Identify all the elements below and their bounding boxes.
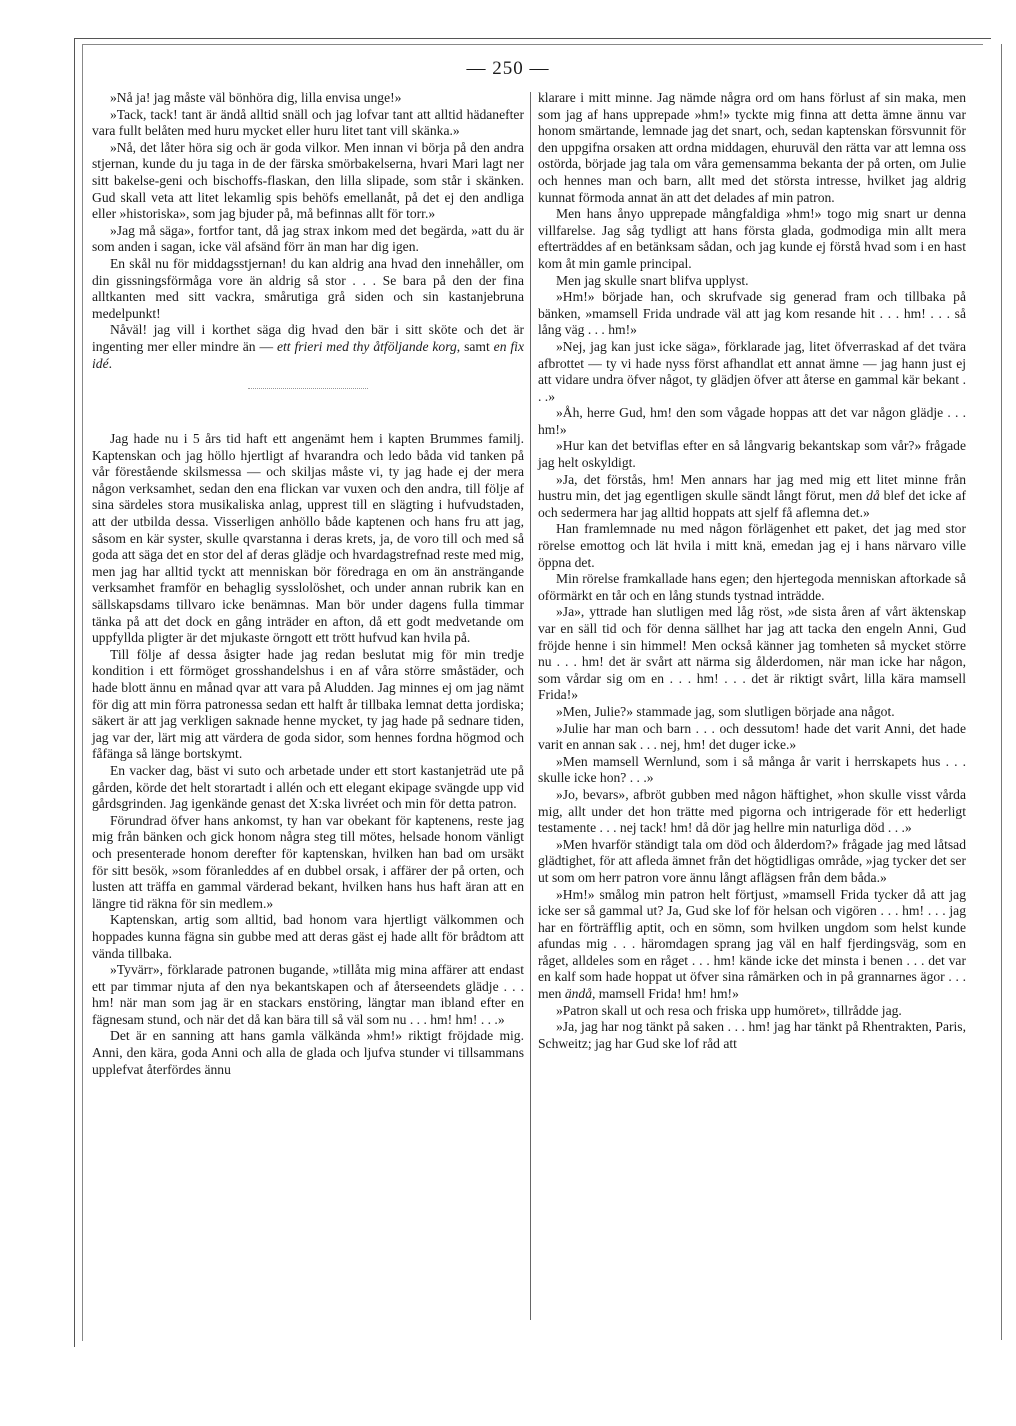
paragraph: klarare i mitt minne. Jag nämde några ord om hans förlust af sin maka, men som jag af hans upprepade »hm!» tyckte mig finna att detta ämne ännu var honom smärtande, lemnade jag det snart, och, sedan kaptenskan försvunnit för den uppgifna orsaken att ordna middagen, ehuruväl den rätta var att lemna oss ostörda, började jag tala om våra gemensamma bekanta der på orten, om Julie och hennes man och barn, allt med det största intresse, hvilket jag aldrig kunnat förmoda annat än att det delades af min patron. xyxy=(538,90,966,205)
right-column xyxy=(538,90,966,1052)
italic-text: ett frieri med thy åtföljande korg xyxy=(276,338,457,354)
paragraph: »Tyvärr», förklarade patronen bugande, »tillåta mig mina affärer att endast ett par timmar njuta af den nya bekantskapen och af återseendets glädje . . . hm! när man som jag är en stackars enstöring, längtar man ibland efter en fägnesam stund, och när det då kan bära till så väl som nu . . . hm! hm! . . .» xyxy=(92,962,524,1027)
text: »Hm!» smålog min patron helt förtjust, »mamsell Frida tycker då att jag icke ser så gammal ut? Ja, Gud ske lof för helsan och vigören . . . hm! . . . jag har en förträfflig aptit, och en sömn, som hvilken ungdom som helst kunde afundas mig . . . häromdagen sprang jag väl en half fjerdingsväg, som en råget, alldeles som en råget . . . hm! kände icke det minsta i benen . . . det var en kalf som hade hoppat ut öfver sina råmärken och in på grannarnes ägor . . . men xyxy=(538,886,966,1002)
column-divider xyxy=(530,92,531,1320)
section-separator xyxy=(248,388,368,389)
paragraph: »Men, Julie?» stammade jag, som slutligen började ana något. xyxy=(556,703,895,719)
paragraph: »Nå ja! jag måste väl bönhöra dig, lilla envisa unge!» xyxy=(110,90,402,105)
text: , samt xyxy=(456,338,494,354)
paragraph: »Hur kan det betviflas efter en så långvarig bekantskap som vår?» frågade jag helt oskyldigt. xyxy=(538,438,966,471)
paragraph: Det är en sanning att hans gamla välkända »hm!» riktigt fröjdade mig. Anni, den kära, goda Anni och alla de glada och ljufva stunder vi tillsammans upplefvat återfördes ännu xyxy=(92,1028,524,1077)
paragraph xyxy=(538,472,966,522)
paragraph xyxy=(92,322,524,372)
paragraph: »Julie har man och barn . . . och dessutom! hade det varit Anni, det hade varit en annan sak . . . nej, hm! det duger icke.» xyxy=(538,720,966,753)
paragraph: »Tack, tack! tant är ändå alltid snäll och jag lofvar tant att alltid hädanefter vara fullt belåten med huru mycket eller huru litet tant vill skänka.» xyxy=(92,106,524,139)
text: Nåväl! jag vill i korthet säga dig hvad den bär i sitt sköte och det är ingenting mer eller mindre än — xyxy=(92,322,524,354)
page-frame-right xyxy=(1001,44,1002,1340)
paragraph: »Jag må säga», fortfor tant, då jag strax inkom med det begärda, »att du är som anden i sagan, icke väl afsänd förr än man har dig igen. xyxy=(92,222,524,255)
text: . xyxy=(108,355,113,371)
text: blef det icke af och sedermera har jag alltid hoppats att sjelf få aflemna det.» xyxy=(538,488,966,520)
text: , mamsell Frida! hm! hm!» xyxy=(592,986,739,1002)
paragraph: »Nej, jag kan just icke säga», förklarade jag, litet öfverraskad af det tvära afbrottet — ty vi hade nyss först afhandlat ett annat ämne — jag hann just ej att vidare undra öfver något, ty glädjen öfver att återse en gammal kär bekant . . .» xyxy=(538,338,966,404)
paragraph: »Men mamsell Wernlund, som i så många år varit i herrskapets hus . . . skulle icke hon? . . .» xyxy=(538,753,966,786)
paragraph: Kaptenskan, artig som alltid, bad honom vara hjertligt välkommen och hoppades kunna fägna sin gubbe med att deras gäst ej hade allt för brådtom att vända tillbaka. xyxy=(92,912,524,961)
text: »Ja, det förstås, hm! Men annars har jag med mig ett litet minne från hustru min, det jag egentligen skulle sändt långt förut, men xyxy=(538,471,966,504)
paragraph: Jag hade nu i 5 års tid haft ett angenämt hem i kapten Brummes familj. Kaptenskan och jag höllo hjertligt af hvarandra och ledo båda vid tanken på vår förestående skilsmessa — och skiljas måste vi, ty jag hade ej der mera någon verksamhet, sedan den ena flickan var vuxen och den andra, till följe af sina särdeles stora musikaliska anlag, upprest till en slägting i hufvudstaden, att der utbilda dessa. Visserligen anhöllo både kaptenen och hans fru att jag, såsom en kär syster, skulle qvarstanna i deras krets, ja, de voro till och med så goda att säga det en stor del af deras glädje och hvardagstrefnad reste med mig, men jag har alltid tyckt att menniskan bör föredraga en om än ansträngande verksamhet framför en behaglig sysslolöshet, och under annan rubrik kan en sällskapsdams tillvaro icke benämnas. Man bör under dagens fulla timmar tänka på att det dock en gång inträder en afton, då ett godt medvetande om uppfyllda pligter är det mjukaste örngott ett trött hufvud kan hvila på. xyxy=(92,431,524,646)
paragraph: »Men hvarför ständigt tala om död och ålderdom?» frågade jag med låtsad glädtighet, för att afleda ämnet från det högtidligas område, »jag tycker det ser ut som om herr patron vore ännu långt aflägsen från dem båda.» xyxy=(538,836,966,885)
paragraph: Förundrad öfver hans ankomst, ty han var obekant för kaptenens, reste jag mig från bänken och gick honom några steg till mötes, helsade honom vänligt och presenterade honom derefter för kaptenskan, hvilken han bad om ursäkt för sitt besök, »som föranleddes af en dubbel orsak, i affärer der på orten, och lusten att träffa en gammal värderad bekant, hvilken hans hus haft äran att en längre tid räkna för sin medlem.» xyxy=(92,812,524,911)
paragraph: »Jo, bevars», afbröt gubben med någon häftighet, »hon skulle visst vårda mig, allt under det hon trätte med pigorna och intrigerade för ett hederligt testamente . . . nej tack! hm! då dör jag hellre min naturliga död . . .» xyxy=(538,786,966,836)
italic-text: då xyxy=(866,488,880,504)
paragraph: »Ja, jag har nog tänkt på saken . . . hm! jag har tänkt på Rhentrakten, Paris, Schweitz; jag har Gud ske lof råd att xyxy=(538,1019,966,1051)
italic-text: en fix idé xyxy=(92,338,524,371)
paragraph: »Ja», yttrade han slutligen med låg röst, »de sista åren af vårt äktenskap var en säll tid och för denna sällhet har jag att tacka den engeln Anni, Gud fröjde henne i sin himmel! Men också känner jag tomheten så mycket större nu . . . hm! det är svårt att närma sig ålderdomen, när man icke har någon, som vårdar sig om en . . . hm! . . . det är riktigt svårt, lilla kära mamsell Frida!» xyxy=(538,604,966,703)
paragraph: »Patron skall ut och resa och friska upp humöret», tillrådde jag. xyxy=(556,1002,902,1018)
paragraph: Han framlemnade nu med någon förlägenhet ett paket, det jag med stor rörelse emottog och lät hvila i mitt knä, emedan jag ej i hans närvaro ville öppna det. xyxy=(538,521,966,570)
paragraph: »Åh, herre Gud, hm! den som vågade hoppas att det var någon glädje . . . hm!» xyxy=(538,405,966,437)
paragraph: »Hm!» började han, och skrufvade sig generad fram och tillbaka på bänken, »mamsell Frida undrade väl att jag kom resande hit . . . hm! . . . så lång väg . . . hm!» xyxy=(538,289,966,338)
page-number: — 250 — xyxy=(466,58,550,79)
italic-text: ändå xyxy=(564,986,592,1002)
paragraph: Till följe af dessa åsigter hade jag redan beslutat mig för min tredje kondition i ett förmöget grosshandelshus i en af våra större småstäder, och hade blott ännu en månad qvar att vara på Aludden. Jag minnes ej om jag nämt för dig att min förra patronessa sedan ett halft år tillbaka lemnat detta jordiska; säkert är att jag verkligen saknade henne mycket, ty jag hade på sednare tiden, jag var der, lärt mig att värdera de goda sidor, som hennes fordna högmod och fåfänga så länge bortskymt. xyxy=(92,646,524,762)
paragraph: »Nå, det låter höra sig och är goda vilkor. Men innan vi börja på den andra stjernan, kunde du ju taga in de der färska smörbakelserna, hvari Mari lagt ner sitt bakelse-geni och bischoffs-flaskan, den lilla slipade, som står i skänken. Gud skall veta att litet lekamlig spis behöfs emellanåt, på det ej den andliga eller »historiska», som jag bjuder på, må befinnas allt för torr.» xyxy=(92,139,524,222)
paragraph: En skål nu för middagsstjernan! du kan aldrig ana hvad den innehåller, om din gissningsförmåga vore än aldrig så stor . . . Se bara på den der fina alltkanten med sitt vackra, smårutiga grå siden och sin kastanjebruna medelpunkt! xyxy=(92,255,524,321)
paragraph: Min rörelse framkallade hans egen; den hjertegoda menniskan aftorkade så oförmärkt en tår och en lång stunds tystnad inträdde. xyxy=(538,571,966,603)
left-column xyxy=(92,90,524,1078)
paragraph: Men jag skulle snart blifva upplyst. xyxy=(556,272,749,288)
paragraph: En vacker dag, bäst vi suto och arbetade under ett stort kastanjeträd ute på gården, körde det helt storartadt i allén och ett elegant ekipage svängde upp vid gårdsgrinden. Jag igenkände genast det X:ska livréet och min för detta patron. xyxy=(92,762,524,812)
paragraph xyxy=(538,887,966,1003)
paragraph: Men hans ånyo upprepade mångfaldiga »hm!» togo mig snart ur denna villfarelse. Jag såg tydligt att hans första glada, godmodiga min allt mera efterträddes af en betänksam sådan, och jag kunde ej förstå hvad som i en hast kom åt min gamle principal. xyxy=(538,206,966,271)
